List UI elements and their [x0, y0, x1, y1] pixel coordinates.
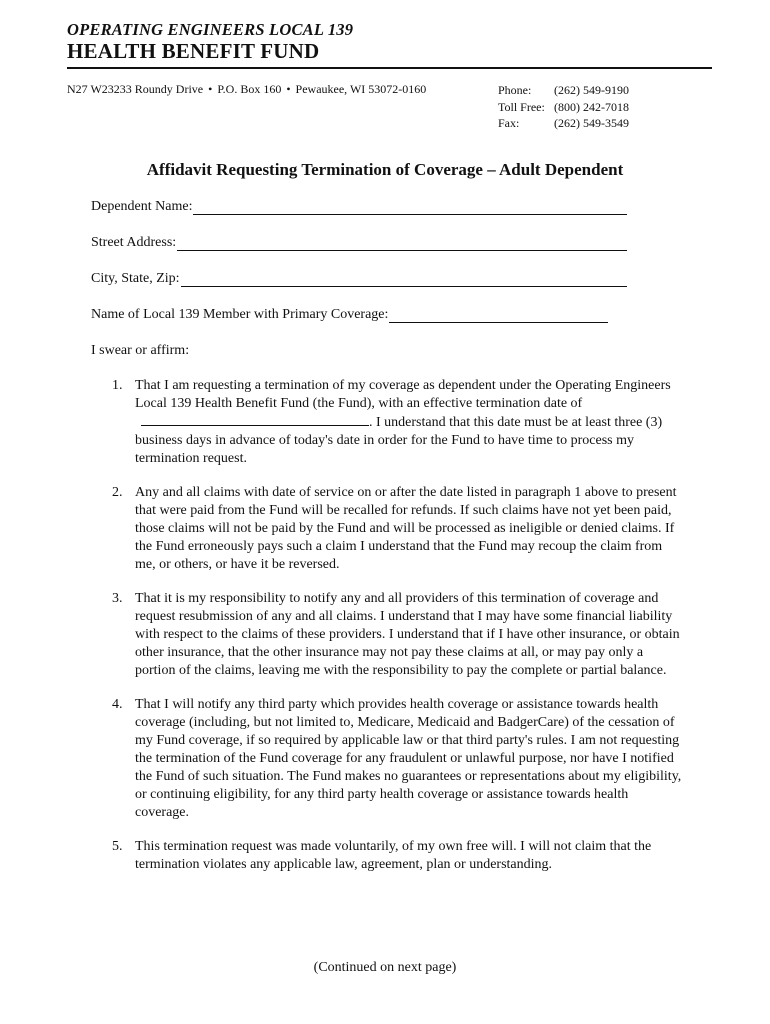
org-name-line2: HEALTH BENEFIT FUND [67, 39, 320, 63]
city-state-zip-input-line[interactable] [181, 271, 627, 287]
field-label: Name of Local 139 Member with Primary Coverage: [91, 307, 389, 322]
contact-label: Toll Free: [498, 99, 545, 114]
list-item [112, 696, 682, 822]
contact-fax [498, 115, 629, 132]
member-name-input-line[interactable] [389, 307, 608, 323]
contact-label: Fax: [498, 116, 520, 130]
street-address-input-line[interactable] [177, 235, 627, 251]
item-text: That it is my responsibility to notify any and all providers of this termination of coverage and request resubmission of any and all claims. I understand that I may have some financial liability with respect to the claims of these providers. I understand that if I have other insurance, or obtain other insurance, that the other insurance may not pay these claims at all, or may pay only a portion of the claims, leaving me with the responsibility to pay the complete or partial balance. [135, 591, 680, 678]
contact-value: (262) 549-9190 [554, 83, 629, 97]
contact-block [498, 82, 629, 132]
address-po-box: P.O. Box 160 [217, 82, 282, 96]
page-title: Affidavit Requesting Termination of Coverage – Adult Dependent [146, 160, 624, 179]
field-label: Dependent Name: [91, 199, 193, 214]
affirmation-list [112, 377, 682, 890]
list-item [112, 590, 682, 680]
contact-label: Phone: [498, 83, 532, 97]
city-state-zip-field [91, 271, 627, 287]
org-address [67, 82, 426, 97]
affirmation-intro: I swear or affirm: [91, 343, 190, 358]
item-number: 4. [112, 697, 123, 712]
address-street: N27 W23233 Roundy Drive [67, 82, 204, 96]
address-city: Pewaukee, WI 53072-0160 [295, 82, 427, 96]
field-label: Street Address: [91, 235, 177, 250]
item-number: 3. [112, 591, 123, 606]
item-text: That I will notify any third party which provides health coverage or assistance towards health coverage (including, but not limited to, Medicare, Medicaid and BadgerCare) of the cessation of my Fund coverage, if so required by applicable law or that third party's rules. I am not requesting the termination of the Fund coverage for any fraudulent or unlawful purpose, nor have I notified the Fund of such situation. The Fund makes no guarantees or representations about my eligibility, or continuing eligibility, for any third party health coverage or assistance towards health coverage. [135, 697, 682, 820]
dependent-name-field [91, 199, 627, 215]
contact-toll-free [498, 99, 629, 116]
street-address-field [91, 235, 627, 251]
item-text [135, 377, 682, 468]
dependent-name-input-line[interactable] [193, 199, 627, 215]
item-text: Any and all claims with date of service on or after the date listed in paragraph 1 above to present that were paid from the Fund will be recalled for refunds. If such claims have not yet been paid, those claims will not be paid by the Fund and will be processed as ineligible or denied claims. If the Fund erroneously pays such a claim I understand that the Fund may recoup the claim from me, or others, or have it be reversed. [135, 485, 677, 572]
field-label: City, State, Zip: [91, 271, 180, 286]
header-divider [67, 67, 712, 69]
contact-value: (262) 549-3549 [554, 116, 629, 130]
item-number: 2. [112, 485, 123, 500]
list-item [112, 838, 682, 874]
item-number: 1. [112, 378, 123, 393]
termination-date-input-line[interactable] [141, 413, 369, 426]
list-item [112, 377, 682, 468]
item-text-part: That I am requesting a termination of my coverage as dependent under the Operating Engineers Local 139 Health Benefit Fund (the Fund), with an effective termination date of [135, 378, 671, 411]
member-name-field [91, 307, 608, 323]
bullet-separator: • [286, 82, 291, 96]
contact-phone [498, 82, 629, 99]
item-text-part: . I understand that this date must be at least three (3) business days in advance of today's date in order for the Fund to have time to process my termination request. [135, 415, 663, 466]
item-number: 5. [112, 839, 123, 854]
contact-value: (800) 242-7018 [554, 99, 629, 114]
org-name-line1: OPERATING ENGINEERS LOCAL 139 [67, 20, 354, 39]
list-item [112, 484, 682, 574]
item-text: This termination request was made voluntarily, of my own free will. I will not claim that the termination violates any applicable law, agreement, plan or understanding. [135, 839, 652, 872]
continued-note: (Continued on next page) [313, 960, 457, 975]
bullet-separator: • [208, 82, 213, 96]
